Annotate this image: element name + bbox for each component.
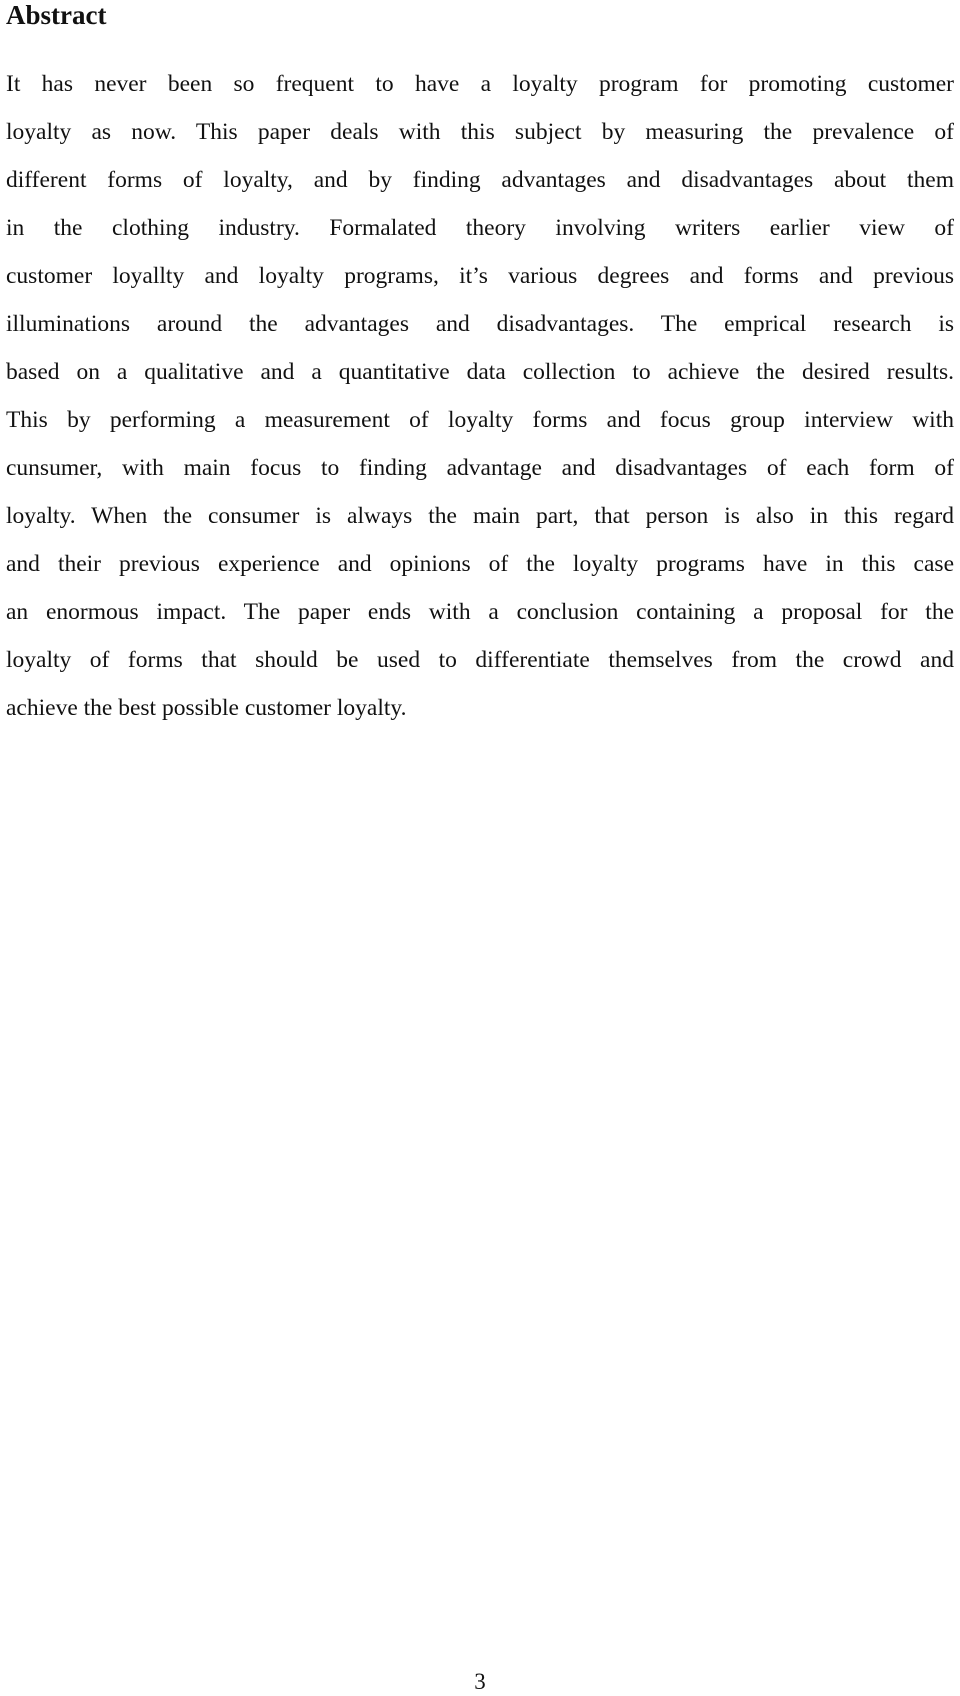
paragraph-line: cunsumer, with main focus to finding advantage and disadvantages of each form of [6,455,954,481]
paragraph-line: illuminations around the advantages and disadvantages. The emprical research is [6,311,954,337]
paragraph-line: and their previous experience and opinions of the loyalty programs have in this case [6,551,954,577]
paragraph-line: loyalty of forms that should be used to differentiate themselves from the crowd and [6,647,954,673]
paragraph-line: loyalty. When the consumer is always the main part, that person is also in this regard [6,503,954,529]
page-number: 3 [474,1669,486,1694]
paragraph-line: based on a qualitative and a quantitative data collection to achieve the desired results. [6,359,954,385]
paragraph-line: achieve the best possible customer loyalty. [6,695,407,721]
paragraph-line: This by performing a measurement of loyalty forms and focus group interview with [6,407,954,433]
paragraph-line: different forms of loyalty, and by finding advantages and disadvantages about them [6,167,954,193]
abstract-paragraph [6,60,954,732]
section-heading-abstract: Abstract [6,0,107,30]
paragraph-line: loyalty as now. This paper deals with this subject by measuring the prevalence of [6,119,954,145]
paragraph-line: customer loyallty and loyalty programs, it’s various degrees and forms and previous [6,263,954,289]
paragraph-line: It has never been so frequent to have a loyalty program for promoting customer [6,71,954,97]
paragraph-line: an enormous impact. The paper ends with a conclusion containing a proposal for the [6,599,954,625]
paragraph-line: in the clothing industry. Formalated theory involving writers earlier view of [6,215,954,241]
